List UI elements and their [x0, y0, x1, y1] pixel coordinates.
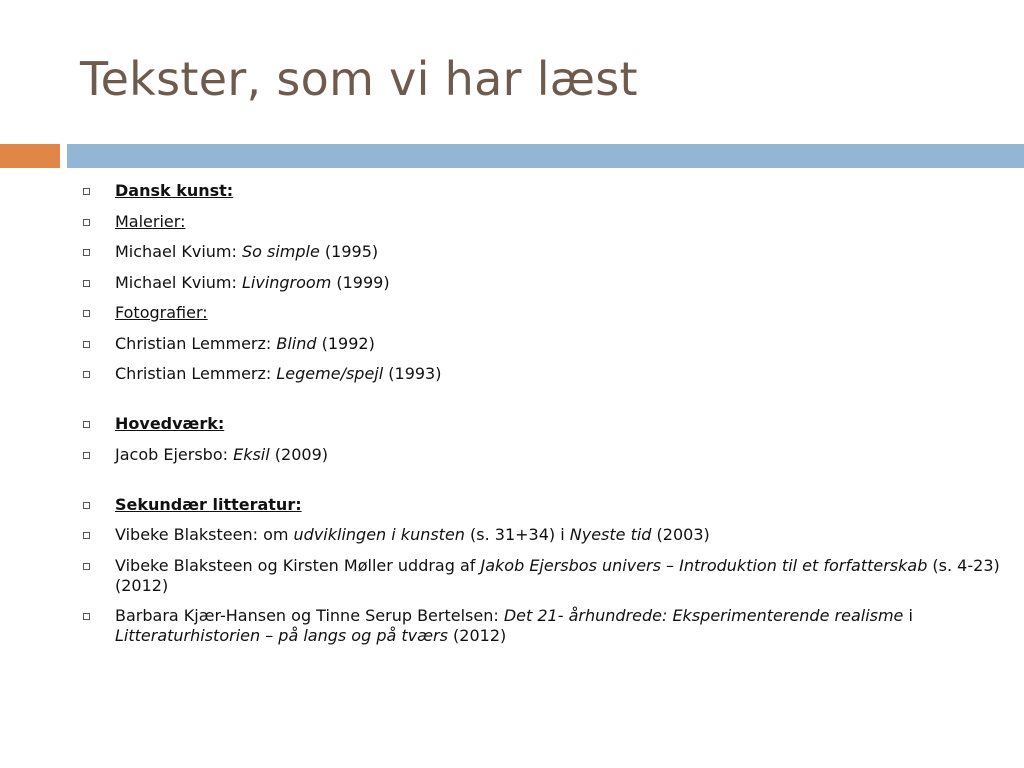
work-title: So simple [241, 242, 320, 261]
subsection-heading: Fotografier: [115, 303, 208, 322]
year: (1993) [383, 364, 442, 383]
subsection-heading: Malerier: [115, 211, 186, 231]
list-item [80, 212, 1000, 232]
work-title: Det 21- århundrede: Eksperimenterende realisme [503, 606, 904, 625]
square-bullet-icon [83, 502, 90, 509]
work-title: Jakob Ejersbos univers – Introduktion til et forfatterskab [480, 555, 928, 575]
bullet-list [80, 181, 1000, 657]
author: Christian Lemmerz: [115, 364, 277, 383]
author: Vibeke Blaksteen og Kirsten Møller uddrag af [115, 555, 481, 575]
list-item [80, 445, 1000, 465]
square-bullet-icon [83, 249, 90, 256]
section-heading: Hovedværk: [115, 414, 225, 433]
accent-band-orange [0, 144, 60, 168]
accent-band-blue [67, 144, 1024, 168]
source-title: Litteraturhistorien – på langs og på tværs [115, 626, 448, 645]
author: Michael Kvium: [115, 272, 242, 292]
square-bullet-icon [83, 421, 90, 428]
source-title: Nyeste tid [569, 525, 652, 544]
square-bullet-icon [83, 310, 90, 317]
work-title: udviklingen i kunsten [293, 525, 465, 544]
square-bullet-icon [83, 188, 90, 195]
year: (s. 4-23) (2012) [115, 555, 1000, 595]
list-item [80, 556, 1000, 596]
author: Michael Kvium: [115, 242, 242, 261]
author: Jacob Ejersbo: [115, 444, 234, 464]
year: (2003) [651, 525, 710, 544]
square-bullet-icon [83, 341, 90, 348]
square-bullet-icon [83, 532, 90, 539]
reference-text: i [903, 606, 913, 625]
section-heading: Dansk kunst: [115, 181, 234, 200]
author: Vibeke Blaksteen: om [115, 525, 294, 544]
list-item [80, 242, 1000, 262]
work-title: Livingroom [241, 272, 332, 292]
year: (1995) [319, 242, 379, 261]
square-bullet-icon [83, 280, 90, 287]
square-bullet-icon [83, 219, 90, 226]
author: Christian Lemmerz: [115, 333, 277, 353]
work-title: Eksil [233, 444, 270, 464]
year: (1992) [316, 333, 375, 353]
author: Barbara Kjær-Hansen og Tinne Serup Bertelsen: [115, 606, 504, 625]
list-item [80, 606, 1000, 646]
reference-text: (s. 31+34) i [464, 525, 570, 544]
list-item [80, 414, 1000, 434]
list-item [80, 495, 1000, 515]
work-title: Legeme/spejl [276, 364, 384, 383]
list-item [80, 525, 1000, 545]
list-item [80, 334, 1000, 354]
list-item [80, 303, 1000, 323]
year: (2009) [269, 444, 328, 464]
list-item [80, 364, 1000, 384]
square-bullet-icon [83, 452, 90, 459]
square-bullet-icon [83, 563, 90, 570]
list-item [80, 181, 1000, 201]
year: (2012) [447, 626, 507, 645]
slide-title: Tekster, som vi har læst [80, 52, 638, 106]
square-bullet-icon [83, 371, 90, 378]
year: (1999) [331, 272, 390, 292]
square-bullet-icon [83, 613, 90, 620]
work-title: Blind [276, 333, 317, 353]
list-item [80, 273, 1000, 293]
section-heading: Sekundær litteratur: [115, 494, 302, 514]
